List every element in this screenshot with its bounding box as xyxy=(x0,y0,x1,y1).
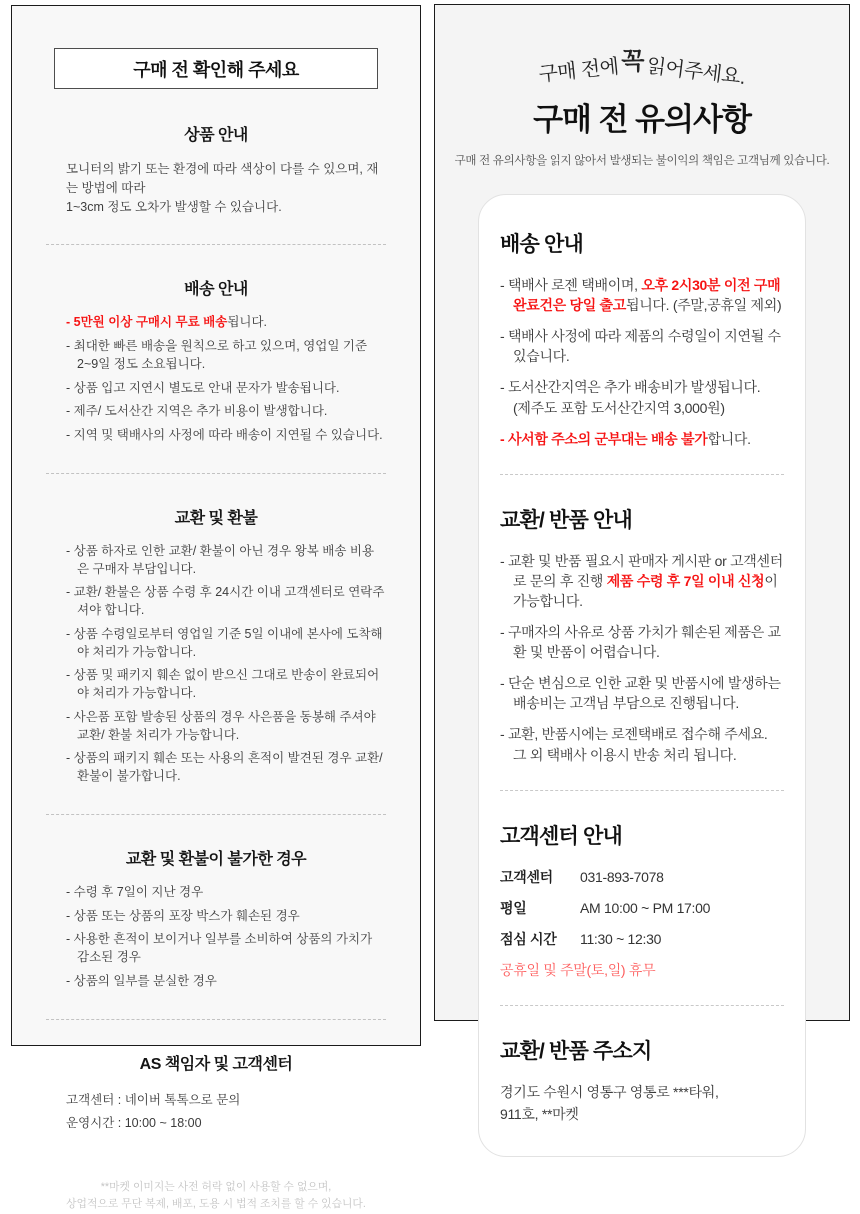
section-exchange-not-allowed xyxy=(46,846,386,991)
bullet-subline: 그 외 택배사 이용시 반송 처리 됩니다. xyxy=(513,747,737,764)
exchange-refund-bullet-list xyxy=(46,543,386,786)
plain-text: - 교환/ 환불은 상품 수령 후 24시간 이내 고객센터로 연락주셔야 합니다. xyxy=(66,585,385,617)
bullet-item xyxy=(66,884,386,902)
bullet-item xyxy=(66,750,386,786)
plain-text: - 도서산간지역은 추가 배송비가 발생됩니다. xyxy=(500,379,761,396)
card-section-customer-center xyxy=(500,820,784,980)
holiday-closed-note: 공휴일 및 주말(토,일) 휴무 xyxy=(500,962,656,979)
highlighted-text: - 사서함 주소의 군부대는 배송 불가 xyxy=(500,431,708,448)
text-line: 911호, **마켓 xyxy=(500,1105,579,1122)
left-panel-title-box: 구매 전 확인해 주세요 xyxy=(54,48,378,89)
bullet-item xyxy=(500,326,784,366)
section-divider xyxy=(46,244,386,245)
not-allowed-bullet-list xyxy=(46,884,386,991)
plain-text: 됩니다. xyxy=(227,315,268,330)
card-divider xyxy=(500,1005,784,1006)
card-section-heading: 배송 안내 xyxy=(500,233,583,256)
section-divider xyxy=(46,814,386,815)
bullet-item xyxy=(500,673,784,713)
bullet-item xyxy=(500,551,784,611)
section-product-info xyxy=(46,122,386,216)
plain-text: - 최대한 빠른 배송을 원칙으로 하고 있으며, 영업일 기준 2~9일 정도 소요됩니다. xyxy=(66,339,368,371)
section-shipping-info xyxy=(46,276,386,445)
return-address-lines xyxy=(500,1082,784,1125)
plain-text: - 상품 및 패키지 훼손 없이 받으신 그대로 반송이 완료되어야 처리가 가능합니다. xyxy=(66,668,380,700)
plain-text: - 사은품 포함 발송된 상품의 경우 사은품을 동봉해 주셔야 교환/ 환불 처리가 가능합니다. xyxy=(66,709,376,742)
bullet-item xyxy=(66,626,386,662)
info-row xyxy=(500,867,784,887)
tagline-part-2: 읽어주세요. xyxy=(645,54,747,89)
section-divider xyxy=(46,1019,386,1020)
bullet-item xyxy=(66,543,386,579)
plain-text: - 지역 및 택배사의 사정에 따라 배송이 지연될 수 있습니다. xyxy=(66,428,383,442)
bullet-item xyxy=(66,338,386,374)
card-section-heading: 교환/ 반품 주소지 xyxy=(500,1040,652,1064)
info-label: 점심 시간 xyxy=(500,931,557,948)
page-subtitle: 구매 전 유의사항을 읽지 않아서 발생되는 불이익의 책임은 고객님께 있습니다. xyxy=(454,155,830,167)
card-divider xyxy=(500,474,784,475)
bullet-item xyxy=(500,724,784,765)
plain-text: - 상품 입고 지연시 별도로 안내 문자가 발송됩니다. xyxy=(66,380,340,395)
text-line: **마켓 이미지는 사전 허락 없이 사용할 수 없으며, xyxy=(100,1180,332,1193)
section-heading: AS 책임자 및 고객센터 xyxy=(139,1055,293,1073)
card-section-exchange-return xyxy=(500,504,784,765)
info-label: 고객센터 xyxy=(500,869,553,886)
left-notice-panel xyxy=(11,5,421,1211)
plain-text: - 상품 또는 상품의 포장 박스가 훼손된 경우 xyxy=(66,908,300,923)
plain-text: - 택배사 로젠 택배이며, xyxy=(500,277,642,293)
plain-text: - 제주/ 도서산간 지역은 추가 비용이 발생합니다. xyxy=(66,404,328,419)
plain-text: 합니다. xyxy=(707,431,751,448)
section-heading: 교환 및 환불 xyxy=(174,509,258,527)
section-divider xyxy=(46,473,386,474)
bullet-item xyxy=(66,403,386,421)
section-as-customer-center xyxy=(46,1051,386,1135)
section-heading: 교환 및 환불이 불가한 경우 xyxy=(125,850,307,868)
card-exchange-bullet-list xyxy=(500,551,784,765)
plain-text: - 사용한 흔적이 보이거나 일부를 소비하여 상품의 가치가 감소된 경우 xyxy=(66,932,373,964)
tagline-emphasis: 꼭 xyxy=(621,48,644,75)
text-line: 경기도 수원시 영통구 영통로 ***타워, xyxy=(500,1084,719,1101)
bullet-item xyxy=(500,622,784,662)
section-exchange-refund xyxy=(46,505,386,786)
card-shipping-bullet-list xyxy=(500,275,784,449)
card-section-return-address xyxy=(500,1035,784,1125)
highlighted-text: 제품 수령 후 7일 이내 신청 xyxy=(606,573,765,590)
bullet-item xyxy=(66,931,386,967)
plain-text: 됩니다. (주말,공휴일 제외) xyxy=(625,297,782,314)
section-heading: 상품 안내 xyxy=(184,127,248,144)
text-line: 1~3cm 정도 오차가 발생할 수 있습니다. xyxy=(66,199,282,214)
info-value: 11:30 ~ 12:30 xyxy=(580,931,662,948)
bullet-item xyxy=(66,380,386,398)
plain-text: - 구매자의 사유로 상품 가치가 훼손된 제품은 교환 및 반품이 어렵습니다. xyxy=(500,624,781,661)
bullet-item xyxy=(66,584,386,620)
card-section-shipping xyxy=(500,228,784,449)
bullet-item xyxy=(500,429,784,449)
info-row xyxy=(500,929,784,949)
plain-text: - 상품의 일부를 분실한 경우 xyxy=(66,973,217,988)
bullet-item xyxy=(66,314,386,332)
plain-text: - 상품 하자로 인한 교환/ 환불이 아닌 경우 왕복 배송 비용은 구매자 부담입니다. xyxy=(66,543,375,576)
bullet-item xyxy=(66,427,386,445)
text-line: 운영시간 : 10:00 ~ 18:00 xyxy=(66,1115,202,1130)
bullet-item xyxy=(500,275,784,315)
plain-text: - 교환, 반품시에는 로젠택배로 접수해 주세요. xyxy=(500,726,768,743)
notice-card xyxy=(478,194,806,1157)
bullet-item xyxy=(66,667,386,703)
customer-center-rows xyxy=(500,867,784,949)
bullet-item xyxy=(66,908,386,926)
tagline xyxy=(435,47,849,89)
plain-text: - 단순 변심으로 인한 교환 및 반품시에 발생하는 배송비는 고객님 부담으로 진행됩니다. xyxy=(500,675,781,712)
highlighted-text: - 5만원 이상 구매시 무료 배송 xyxy=(66,315,228,330)
text-line: 모니터의 밝기 또는 환경에 따라 색상이 다를 수 있으며, 재는 방법에 따라 xyxy=(66,162,379,195)
info-label: 평일 xyxy=(500,900,527,917)
info-row xyxy=(500,898,784,918)
plain-text: - 상품 수령일로부터 영업일 기준 5일 이내에 본사에 도착해야 처리가 가능합니다. xyxy=(66,626,383,659)
tagline-part-1: 구매 전에 xyxy=(537,55,620,87)
right-notice-panel xyxy=(434,4,850,1122)
bullet-item xyxy=(66,973,386,991)
highlighted-text: 오후 2시30분 이전 구매 완료건은 당일 출고 xyxy=(513,277,781,314)
as-contact-lines xyxy=(46,1089,386,1135)
plain-text: - 택배사 사정에 따라 제품의 수령일이 지연될 수 있습니다. xyxy=(500,328,781,365)
info-value: 031-893-7078 xyxy=(580,869,664,886)
card-section-heading: 고객센터 안내 xyxy=(500,825,622,849)
product-info-text xyxy=(66,160,386,216)
copyright-notice xyxy=(46,1179,386,1214)
page-title: 구매 전 유의사항 xyxy=(533,102,751,137)
card-section-heading: 교환/ 반품 안내 xyxy=(500,509,633,533)
info-value: AM 10:00 ~ PM 17:00 xyxy=(580,900,711,917)
card-divider xyxy=(500,790,784,791)
bullet-item xyxy=(500,377,784,418)
text-line: 고객센터 : 네이버 톡톡으로 문의 xyxy=(66,1092,241,1107)
shipping-bullet-list xyxy=(46,314,386,445)
plain-text: - 교환 및 반품 필요시 판매자 게시판 or 고객센터로 문의 후 진행 xyxy=(500,553,783,590)
bullet-subline: (제주도 포함 도서산간지역 3,000원) xyxy=(513,400,725,417)
plain-text: - 수령 후 7일이 지난 경우 xyxy=(66,884,204,899)
bullet-item xyxy=(66,709,386,745)
text-line: 상업적으로 무단 복제, 배포, 도용 시 법적 조치를 할 수 있습니다. xyxy=(66,1198,366,1211)
section-heading: 배송 안내 xyxy=(184,281,248,299)
plain-text: - 상품의 패키지 훼손 또는 사용의 흔적이 발견된 경우 교환/ 환불이 불가합니다. xyxy=(66,751,383,783)
plain-text: 이 가능합니다. xyxy=(513,573,778,610)
